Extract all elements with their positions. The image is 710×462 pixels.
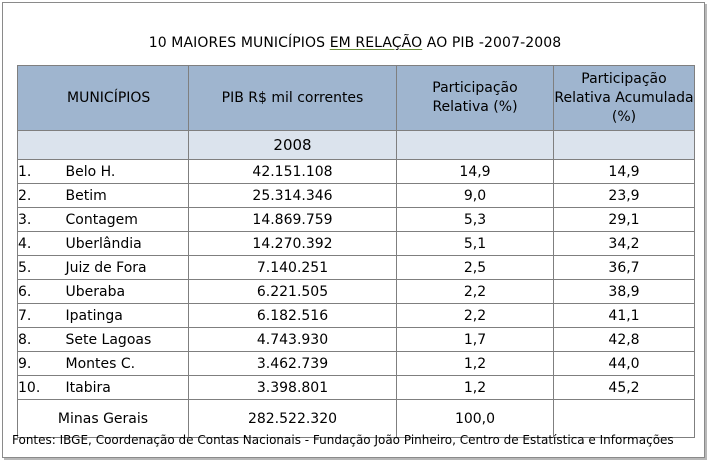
municipality-name: Contagem bbox=[66, 208, 189, 232]
cumulative-share-value: 34,2 bbox=[554, 232, 695, 256]
header-pib: PIB R$ mil correntes bbox=[189, 66, 397, 131]
title-part-2: EM RELAÇÃO bbox=[329, 35, 423, 51]
rank-cell: 1. bbox=[18, 160, 66, 184]
table-row bbox=[18, 160, 695, 184]
page-title bbox=[0, 35, 710, 51]
table-row bbox=[18, 352, 695, 376]
relative-share-value: 5,3 bbox=[397, 208, 554, 232]
table-body bbox=[18, 160, 695, 400]
relative-share-value: 9,0 bbox=[397, 184, 554, 208]
cumulative-share-value: 23,9 bbox=[554, 184, 695, 208]
rank-cell: 8. bbox=[18, 328, 66, 352]
pib-value: 6.182.516 bbox=[189, 304, 397, 328]
year-row bbox=[18, 131, 695, 160]
relative-share-value: 14,9 bbox=[397, 160, 554, 184]
header-cumulative-share bbox=[554, 66, 695, 131]
rank-cell: 3. bbox=[18, 208, 66, 232]
municipality-name: Uberlândia bbox=[66, 232, 189, 256]
title-part-1: 10 MAIORES MUNICÍPIOS bbox=[148, 35, 330, 51]
relative-share-value: 1,7 bbox=[397, 328, 554, 352]
header-cumulative-share-line1: Participação bbox=[581, 70, 667, 87]
total-pib: 282.522.320 bbox=[189, 400, 397, 438]
header-municipios: MUNICÍPIOS bbox=[18, 66, 189, 131]
header-relative-share-line2: Relativa (%) bbox=[432, 99, 518, 115]
pib-value: 6.221.505 bbox=[189, 280, 397, 304]
municipality-name: Betim bbox=[66, 184, 189, 208]
relative-share-value: 2,5 bbox=[397, 256, 554, 280]
municipality-name: Montes C. bbox=[66, 352, 189, 376]
table-row bbox=[18, 280, 695, 304]
header-row bbox=[18, 66, 695, 131]
relative-share-value: 1,2 bbox=[397, 352, 554, 376]
total-relative-share: 100,0 bbox=[397, 400, 554, 438]
municipality-name: Belo H. bbox=[66, 160, 189, 184]
cumulative-share-value: 29,1 bbox=[554, 208, 695, 232]
header-relative-share bbox=[397, 66, 554, 131]
header-relative-share-line1: Participação bbox=[432, 80, 518, 96]
header-cumulative-share-line2: Relativa Acumulada bbox=[554, 89, 694, 106]
municipality-name: Sete Lagoas bbox=[66, 328, 189, 352]
table-row bbox=[18, 256, 695, 280]
municipality-name: Uberaba bbox=[66, 280, 189, 304]
total-label: Minas Gerais bbox=[18, 400, 189, 438]
relative-share-value: 2,2 bbox=[397, 280, 554, 304]
year-label: 2008 bbox=[189, 131, 397, 160]
cumulative-share-value: 44,0 bbox=[554, 352, 695, 376]
rank-cell: 6. bbox=[18, 280, 66, 304]
year-spacer bbox=[18, 131, 189, 160]
relative-share-value: 1,2 bbox=[397, 376, 554, 400]
pib-value: 7.140.251 bbox=[189, 256, 397, 280]
pib-value: 25.314.346 bbox=[189, 184, 397, 208]
pib-value: 42.151.108 bbox=[189, 160, 397, 184]
cumulative-share-value: 45,2 bbox=[554, 376, 695, 400]
table-row bbox=[18, 232, 695, 256]
title-part-3: AO PIB -2007-2008 bbox=[422, 35, 562, 51]
rank-cell: 7. bbox=[18, 304, 66, 328]
header-cumulative-share-line3: (%) bbox=[611, 108, 637, 125]
rank-cell: 2. bbox=[18, 184, 66, 208]
year-spacer bbox=[554, 131, 695, 160]
rank-cell: 10. bbox=[18, 376, 66, 400]
rank-cell: 9. bbox=[18, 352, 66, 376]
pib-value: 14.869.759 bbox=[189, 208, 397, 232]
table-row bbox=[18, 376, 695, 400]
rank-cell: 5. bbox=[18, 256, 66, 280]
cumulative-share-value: 42,8 bbox=[554, 328, 695, 352]
year-spacer bbox=[397, 131, 554, 160]
municipality-name: Itabira bbox=[66, 376, 189, 400]
total-cumulative-share bbox=[554, 400, 695, 438]
relative-share-value: 5,1 bbox=[397, 232, 554, 256]
rank-cell: 4. bbox=[18, 232, 66, 256]
pib-value: 3.398.801 bbox=[189, 376, 397, 400]
table-row bbox=[18, 304, 695, 328]
table-row bbox=[18, 328, 695, 352]
table-row bbox=[18, 208, 695, 232]
pib-value: 3.462.739 bbox=[189, 352, 397, 376]
cumulative-share-value: 36,7 bbox=[554, 256, 695, 280]
source-footnote: Fontes: IBGE, Coordenação de Contas Nacionais - Fundação João Pinheiro, Centro de Estatística e Informações bbox=[12, 433, 674, 447]
gdp-table bbox=[17, 65, 695, 438]
relative-share-value: 2,2 bbox=[397, 304, 554, 328]
cumulative-share-value: 14,9 bbox=[554, 160, 695, 184]
cumulative-share-value: 41,1 bbox=[554, 304, 695, 328]
cumulative-share-value: 38,9 bbox=[554, 280, 695, 304]
pib-value: 14.270.392 bbox=[189, 232, 397, 256]
municipality-name: Ipatinga bbox=[66, 304, 189, 328]
municipality-name: Juiz de Fora bbox=[66, 256, 189, 280]
table-row bbox=[18, 184, 695, 208]
pib-value: 4.743.930 bbox=[189, 328, 397, 352]
total-row bbox=[18, 400, 695, 438]
